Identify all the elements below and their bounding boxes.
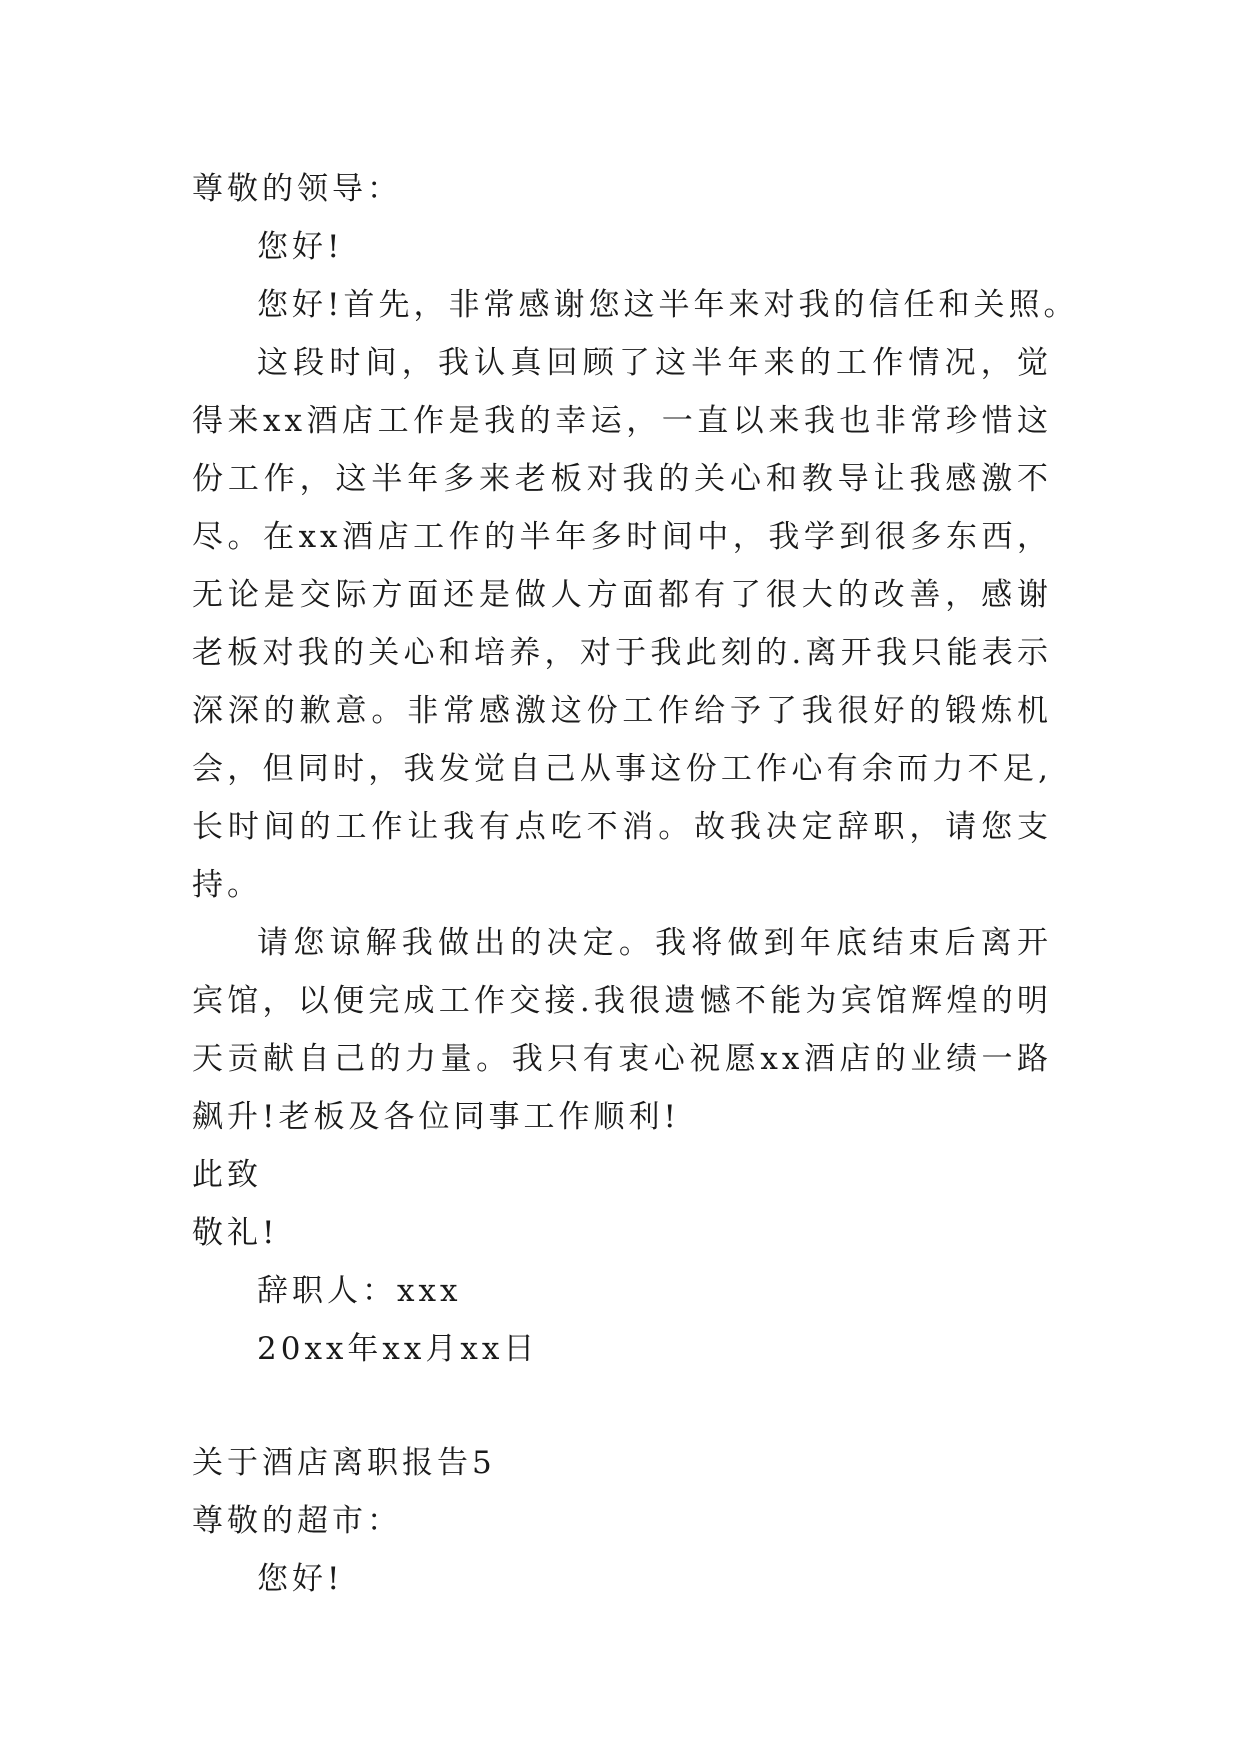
greeting-2: 您好! — [257, 1561, 344, 1597]
signature: 辞职人：xxx — [257, 1273, 462, 1309]
section-title: 关于酒店离职报告5 — [192, 1445, 496, 1481]
body-paragraph-1: 这段时间，我认真回顾了这半年来的工作情况，觉得来xx酒店工作是我的幸运，一直以来我也非常珍惜这份工作，这半年多来老板对我的关心和教导让我感激不尽。在xx酒店工作的半年多时间中，我学到很多东西，无论是交际方面还是做人方面都有了很大的改善，感谢老板对我的关心和培养，对于我此刻的.离开我只能表示深深的歉意。非常感激这份工作给予了我很好的锻炼机会，但同时，我发觉自己从事这份工作心有余而力不足,长时间的工作让我有点吃不消。故我决定辞职，请您支持。 — [192, 345, 1052, 903]
greeting: 您好! — [257, 229, 344, 265]
body-paragraph-2: 请您谅解我做出的决定。我将做到年底结束后离开宾馆，以便完成工作交接.我很遗憾不能为宾馆辉煌的明天贡献自己的力量。我只有衷心祝愿xx酒店的业绩一路飙升!老板及各位同事工作顺利! — [192, 925, 1052, 1135]
section-gap — [192, 1378, 1052, 1434]
opening-paragraph: 您好!首先，非常感谢您这半年来对我的信任和关照。 — [257, 287, 1079, 323]
closing-ci-zhi: 此致 — [192, 1157, 262, 1193]
closing-jing-li: 敬礼! — [192, 1215, 279, 1251]
salutation: 尊敬的领导： — [192, 171, 402, 207]
date: 20xx年xx月xx日 — [257, 1331, 539, 1367]
salutation-2: 尊敬的超市： — [192, 1503, 402, 1539]
letter-content — [192, 160, 1079, 1608]
